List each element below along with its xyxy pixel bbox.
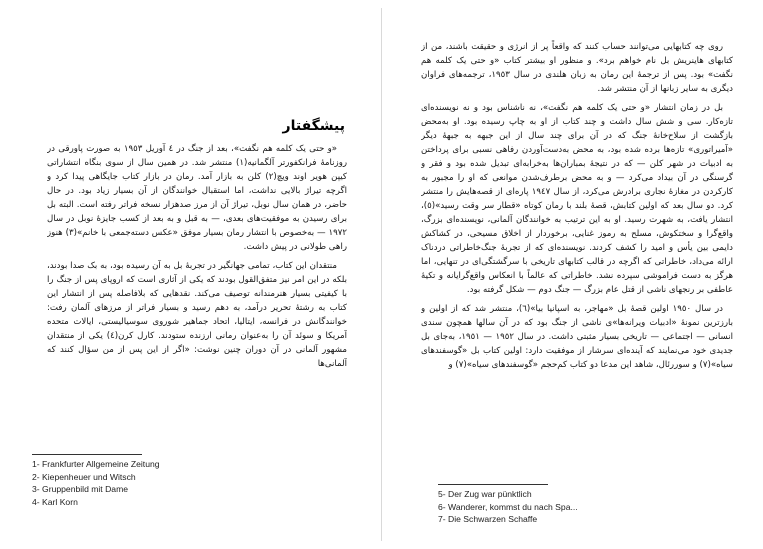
right-paragraph-2: بل در زمان انتشار «و حتی یک کلمه هم نگفت»، نه ناشناس بود و نه نویسنده‌ای تازه‌کار. سی و شش سال داشت و چند کتاب از او به چاپ رسیده بود. او به‌محض بازگشت از سلاح‌خانۀ جنگ که در آن برای چند سال از این جبهه به جبهۀ دیگر «آمیراتوری» تازه‌ها برده شده بود، به محض به‌دست‌آوردن رفاهی نسبی برای پرداختن به ادبیات در شهر کلن — که در نتیجۀ بمباران‌ها به‌خرابه‌ای تبدیل شده بود و فقر و گرسنگی در آن بیداد می‌کرد — و به محض برطرف‌شدن موانعی که او را مجبور به کارکردن در مغازۀ نجاری برادرش می‌کرد، از سال ١٩٤٧ پاره‌ای از قصه‌هایش را منتشر کرد. دو سال بعد که اولین کتابش، قصۀ بلند با رمان کوتاه «قطار سر وقت رسید»(٥)، انتشار یافت، به شهرت رسید. او به این ترتیب به خوانندگان آلمانی، نویسنده‌ای بزرگ، واقع‌گرا و سختکوش، مسلح به رموز غنایی، برخوردار از اخلاق مسیحی، در کشاکش دایمی بین یأس و امید را کشف کردند. نویسنده‌ای که از تجربۀ جنگ‌خاطراتی دردناک ارائه می‌داد، خاطراتی که اگرچه در قالب کتابهای تاریخی با سرگشتگی‌ای در تنهایی، اما هرگز به دست فراموشی سپرده نشد. خاطراتی که عالماً با انعکاس واقع‌گرایانه و تکیۀ عاطفی بر رنجهای ناشی از قتل عام بزرگ — جنگ دوم — شکل گرفته بود. [421,103,733,295]
right-paragraph-1: روی چه کتابهایی می‌توانند حساب کنند که واقعاً پر از انرژی و حقیقت باشند، من از کتابهای هاینریش بل نام خواهم برد». و منظور او بیشتر کتاب «و حتی یک کلمه هم نگفت» بود. پس از ترجمۀ این رمان به زبان هلندی در سال ١٩٥٣، ترجمه‌های فراوان دیگری به سایر زبانها از آن منتشر شد. [421,42,733,94]
footnote-7: 7- Die Schwarzen Schaffe [438,514,538,524]
left-paragraph-2: منتقدان این کتاب، تمامی جهانگیر در تجربۀ بل به آن رسیده بود، به بک صدا بودند، بلکه در این امر نیز متفق‌القول بودند که یکی از آثاری است که اروپای پس از جنگ را با کیفیتی بسیار هنرمندانه توصیف می‌کند. نقدهایی که بلافاصله پس از انتشار این کتاب به رشتۀ تحریر درآمد، به دهم رسید و بسیار فراتر از مرزهای آلمان رفت: خوانندگانش در فرانسه، ایتالیا، اتحاد جماهیر شوروی سوسیالیستی، ایالات متحده آمریکا و سوئد آن را به‌عنوان رمانی ارزنده ستودند. کارل کرن(٤) یکی از منتقدان مشهور آلمانی در آن دوران چنین نوشت: «اگر از این پس از من سؤال کنند که آلمانی‌ها [47,261,347,369]
footnote-5: 5- Der Zug war pünktlich [438,489,532,499]
left-paragraph-1: «و حتی یک کلمه هم نگفت»، بعد از جنگ در ٤ آوریل ١٩٥٣ به صورت پاورقی در روزنامۀ فرانکفورتر آلگمانیه(١) منتشر شد. در همین سال از سوی بنگاه انتشاراتی کیپن هویر اوند ویچ(٢) کلن به بازار آمد. رمان در بازار کتاب جایگاهی پیدا کرد و اگرچه تیراژ بالایی نداشت، اما استقبال خوانندگان از آن بسیار زیاد بود. در حال حاضر، در همان سال نوبل، تیراژ آن از مرز صدهزار نسخه فراتر رفته است. البته بل برای رسیدن به موفقیت‌های بعدی، — به قبل و به بعد از کسب جایزۀ نوبل در سال ١٩٧٢ — به‌خصوص با انتشار رمان بسیار موفق «عکس دسته‌جمعی با خانم»(٣) هنوز راهی طولانی در پیش داشت. [47,144,347,252]
footnote-2: 2- Kiepenheuer und Witsch [32,471,136,482]
left-page [0,0,381,549]
right-page [382,0,763,549]
footnote-1: 1- Frankfurter Allgemeine Zeitung [32,459,160,469]
footnote-6: 6- Wanderer, kommst du nach Spa... [438,501,578,512]
footnote-4: 4- Karl Korn [32,496,78,507]
footnote-rule-left [32,454,142,455]
right-body-text [421,40,733,474]
footnote-3: 3- Gruppenbild mit Dame [32,484,129,494]
left-body-text [47,142,347,448]
footnote-rule-right [438,484,548,485]
left-footnotes [32,458,160,508]
right-paragraph-3: در سال ١٩٥٠ اولین قصۀ بل «مهاجر، به اسپانیا بیا»(٦)، منتشر شد که از اولین و بارزترین نمونۀ «ادبیات ویرانه‌ها»ی ناشی از جنگ بود که در آن سالها همچون سندی انسانی — اجتماعی — تاریخی بسیار مثبتی داشت. در سال ١٩٥٢ — ١٩٥١، به‌جای بل جدیدی خود می‌نمایند که آینده‌ای سرشار از موفقیت دارد: اولین کتاب بل «گوسفندهای سیاه»(٧) و سوررئال، شاهد این مدعا دو کتاب کم‌حجم «گوسفندهای سیاه»(٧) و [421,304,733,370]
page-title: پیشگفتار [282,118,345,134]
right-footnotes [438,488,578,526]
